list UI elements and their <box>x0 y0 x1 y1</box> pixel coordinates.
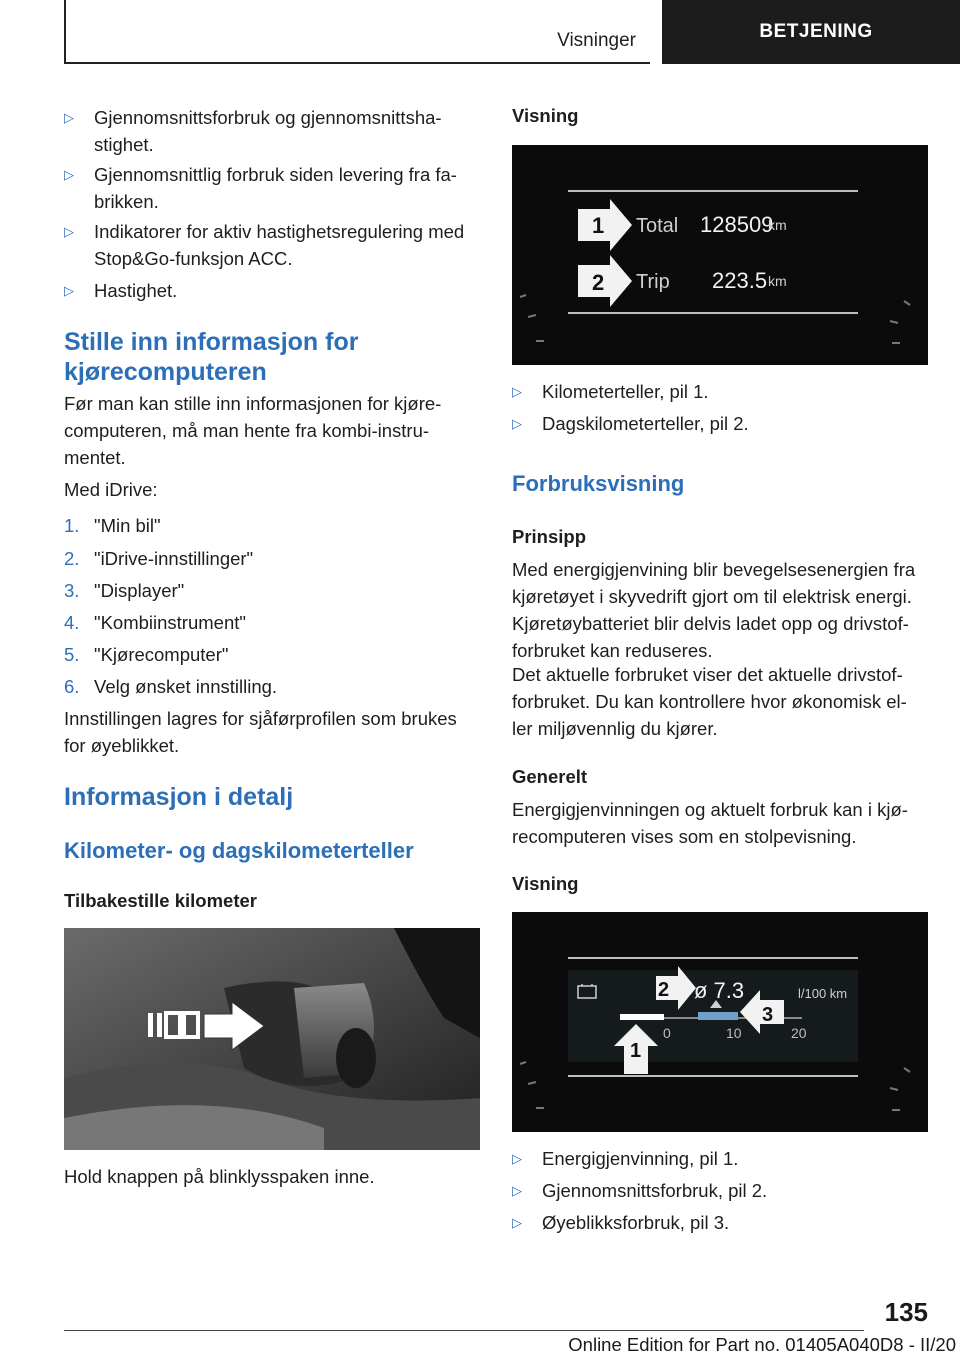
triangle-bullet-icon: ▷ <box>64 283 74 298</box>
settings-intro: Før man kan stille inn informasjonen for kjøre‐ computeren, må man hente fra kombi-instru‐ mentet. <box>64 393 442 468</box>
list-item: ▷ Gjennomsnittsforbruk, pil 2. <box>512 1177 932 1204</box>
triangle-bullet-icon: ▷ <box>64 224 74 239</box>
triangle-bullet-icon: ▷ <box>512 1183 522 1198</box>
arrow-label-2: 2 <box>658 979 670 1001</box>
heading-reset: Tilbakestille kilometer <box>64 890 257 911</box>
trip-value: 223.5 <box>712 268 768 293</box>
step-item: 3. "Displayer" <box>64 580 185 601</box>
trip-label: Trip <box>636 271 670 293</box>
list-item: ▷ Gjennomsnittlig forbruk siden levering fra fa‐ brikken. <box>64 161 480 215</box>
idrive-label: Med iDrive: <box>64 479 158 500</box>
arrow-label-1: 1 <box>630 1040 642 1062</box>
list-item: ▷ Hastighet. <box>64 277 480 304</box>
svg-text:10: 10 <box>726 1025 742 1041</box>
triangle-bullet-icon: ▷ <box>512 416 522 431</box>
heading-principle: Prinsipp <box>512 526 587 547</box>
list-item: ▷ Gjennomsnittsforbruk og gjennomsnittsha‐ stighet. <box>64 104 480 158</box>
triangle-bullet-icon: ▷ <box>512 1151 522 1166</box>
header-chapter-tab: BETJENING <box>662 0 960 64</box>
consumption-display <box>512 912 928 1132</box>
trip-unit: km <box>768 273 787 289</box>
step-item: 2. "iDrive-innstillinger" <box>64 548 254 569</box>
triangle-bullet-icon: ▷ <box>512 384 522 399</box>
heading-detail: Informasjon i detalj <box>64 783 294 811</box>
general-text: Energigjenvinningen og aktuelt forbruk kan i kjø‐ recomputeren vises som en stolpevisning. <box>512 799 908 847</box>
principle-text-2: Det aktuelle forbruket viser det aktuelle drivstof‐ forbruket. Du kan kontrollere hvor økonomisk el‐ ler miljøvennlig du kjører. <box>512 664 907 739</box>
heading-general: Generelt <box>512 766 588 787</box>
triangle-bullet-icon: ▷ <box>512 1215 522 1230</box>
settings-note: Innstillingen lagres for sjåførprofilen som brukes for øyeblikket. <box>64 708 457 756</box>
page-number: 135 <box>884 1297 928 1327</box>
header-rule-left <box>64 0 66 62</box>
arrow-label-3: 3 <box>762 1004 774 1026</box>
footer-edition: Online Edition for Part no. 01405A040D8 - II/20 <box>568 1334 956 1355</box>
step-item: 4. "Kombiinstrument" <box>64 612 246 633</box>
header-section-title: Visninger <box>557 30 636 51</box>
list-item: ▷ Øyeblikksforbruk, pil 3. <box>512 1209 932 1236</box>
svg-text:20: 20 <box>791 1025 807 1041</box>
step-item: 5. "Kjørecomputer" <box>64 644 229 665</box>
list-item: ▷ Indikatorer for aktiv hastighetsregulering med Stop&Go-funksjon ACC. <box>64 218 480 272</box>
header-rule-bottom <box>64 62 650 64</box>
total-unit: km <box>768 217 787 233</box>
heading-odometer: Kilometer- og dagskilometerteller <box>64 838 414 863</box>
arrow-label-1: 1 <box>592 213 605 238</box>
total-value: 128509 <box>700 212 774 237</box>
list-item: ▷ Kilometerteller, pil 1. <box>512 378 932 405</box>
list-item: ▷ Dagskilometerteller, pil 2. <box>512 410 932 437</box>
heading-consumption: Forbruksvisning <box>512 471 685 496</box>
list-item: ▷ Energigjenvinning, pil 1. <box>512 1145 932 1172</box>
triangle-bullet-icon: ▷ <box>64 110 74 125</box>
odometer-display <box>512 145 928 365</box>
reset-caption: Hold knappen på blinklysspaken inne. <box>64 1166 375 1187</box>
heading-settings: Stille inn informasjon for kjørecomputeren <box>64 328 359 386</box>
footer-rule <box>64 1330 864 1331</box>
heading-view-1: Visning <box>512 105 579 126</box>
arrow-label-2: 2 <box>592 270 605 295</box>
svg-text:0: 0 <box>663 1025 671 1041</box>
avg-unit: l/100 km <box>798 986 848 1001</box>
avg-value: ø 7.3 <box>694 978 745 1003</box>
triangle-bullet-icon: ▷ <box>64 167 74 182</box>
heading-view-2: Visning <box>512 873 579 894</box>
step-item: 6. Velg ønsket innstilling. <box>64 676 278 697</box>
step-item: 1. "Min bil" <box>64 515 161 536</box>
total-label: Total <box>636 215 679 237</box>
principle-text: Med energigjenvining blir bevegelsesenergien fra kjøretøyet i skyvedrift gjort om til elektrisk energi. Kjøretøybatteriet blir delvis ladet opp og drivstof‐ forbruket kan reduseres. <box>512 559 916 661</box>
lever-illustration <box>64 928 480 1150</box>
